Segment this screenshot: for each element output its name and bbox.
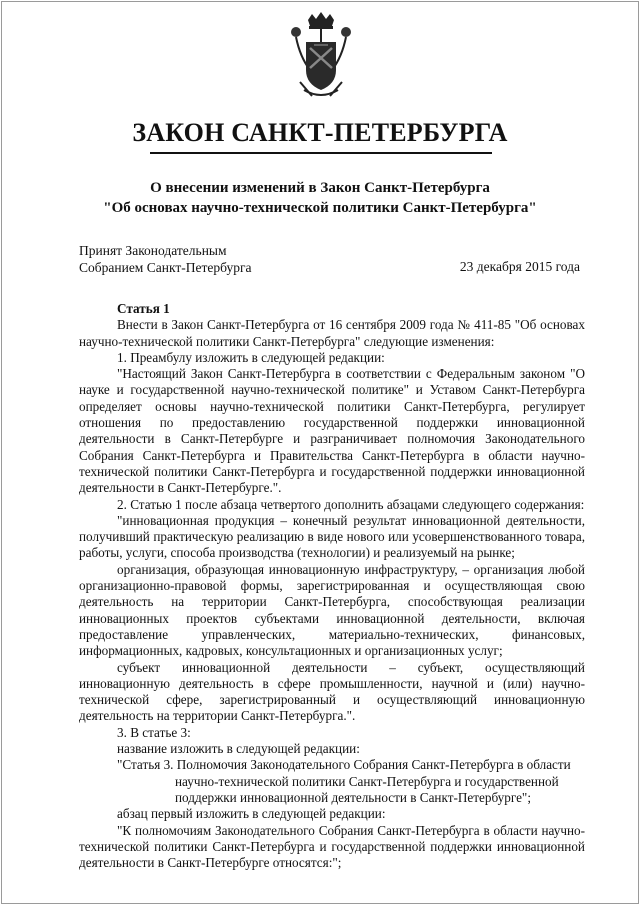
adoption-line-1: Принят Законодательным (79, 243, 227, 258)
adoption-block (79, 242, 252, 276)
paragraph: "инновационная продукция – конечный результат инновационной деятельности, получивший практическую реализацию в виде нового или усовершенствованного товара, работы, услуги, способа производства (технологии) и реализуемый на рынке; (79, 512, 585, 561)
paragraph: научно-технической политики Санкт-Петербурга и государственной (175, 773, 559, 789)
article-body (79, 301, 585, 871)
title-underline (150, 152, 492, 154)
adoption-date: 23 декабря 2015 года (459, 259, 580, 274)
paragraph: название изложить в следующей редакции: (117, 741, 360, 757)
adoption-line-2: Собранием Санкт-Петербурга (79, 260, 252, 275)
paragraph: субъект инновационной деятельности – субъект, осуществляющий инновационную деятельность в сфере промышленности, научной и (или) научно-технической сфере, зарегистрированный и осуществляющий инновационную деятельность на территории Санкт-Петербурга.". (79, 659, 585, 724)
paragraph: поддержки инновационной деятельности в Санкт-Петербурге"; (175, 789, 531, 805)
paragraph: абзац первый изложить в следующей редакции: (117, 806, 386, 822)
paragraph: Внести в Закон Санкт-Петербурга от 16 сентября 2009 года № 411-85 "Об основах научно-технической политики Санкт-Петербурга" следующие изменения: (79, 317, 585, 349)
law-subtitle (0, 178, 640, 218)
paragraph: 1. Преамбулу изложить в следующей редакции: (117, 349, 385, 365)
coat-of-arms-emblem (290, 12, 352, 102)
paragraph: организация, образующая инновационную инфраструктуру, – организация любой организационно-правовой формы, зарегистрированная и осуществляющая свою деятельность на территории Санкт-Петербурга, способствующая реализации инновационных проектов субъектами инновационной деятельности, включая предоставление управленческих, материально-технических, финансовых, информационных, кадровых, консультационных и организационных услуг; (79, 561, 585, 659)
paragraph: "Настоящий Закон Санкт-Петербурга в соответствии с Федеральным законом "О науке и государственной научно-технической политике" и Уставом Санкт-Петербурга определяет основы научно-технической политики Санкт-Петербурга, регулирует отношения по предоставлению государственной поддержки инновационной деятельности в Санкт-Петербурге и разграничивает полномочия Законодательного Собрания Санкт-Петербурга и Правительства Санкт-Петербурга в области научно-технической политики Санкт-Петербурга и государственной поддержки инновационной деятельности в Санкт-Петербурге.". (79, 366, 585, 496)
article-heading: Статья 1 (117, 301, 170, 316)
paragraph: 3. В статье 3: (117, 724, 191, 740)
paragraph: "Статья 3. Полномочия Законодательного Собрания Санкт-Петербурга в области (117, 757, 571, 773)
paragraph: "К полномочиям Законодательного Собрания Санкт-Петербурга в области научно-технической политики Санкт-Петербурга и государственной поддержки инновационной деятельности в Санкт-Петербурге относятся:"; (79, 822, 585, 871)
law-title: ЗАКОН САНКТ-ПЕТЕРБУРГА (132, 118, 508, 147)
paragraph: 2. Статью 1 после абзаца четвертого дополнить абзацами следующего содержания: (117, 496, 585, 512)
subtitle-line-2: "Об основах научно-технической политики Санкт-Петербурга" (103, 200, 537, 216)
subtitle-line-1: О внесении изменений в Закон Санкт-Петербурга (150, 180, 490, 196)
